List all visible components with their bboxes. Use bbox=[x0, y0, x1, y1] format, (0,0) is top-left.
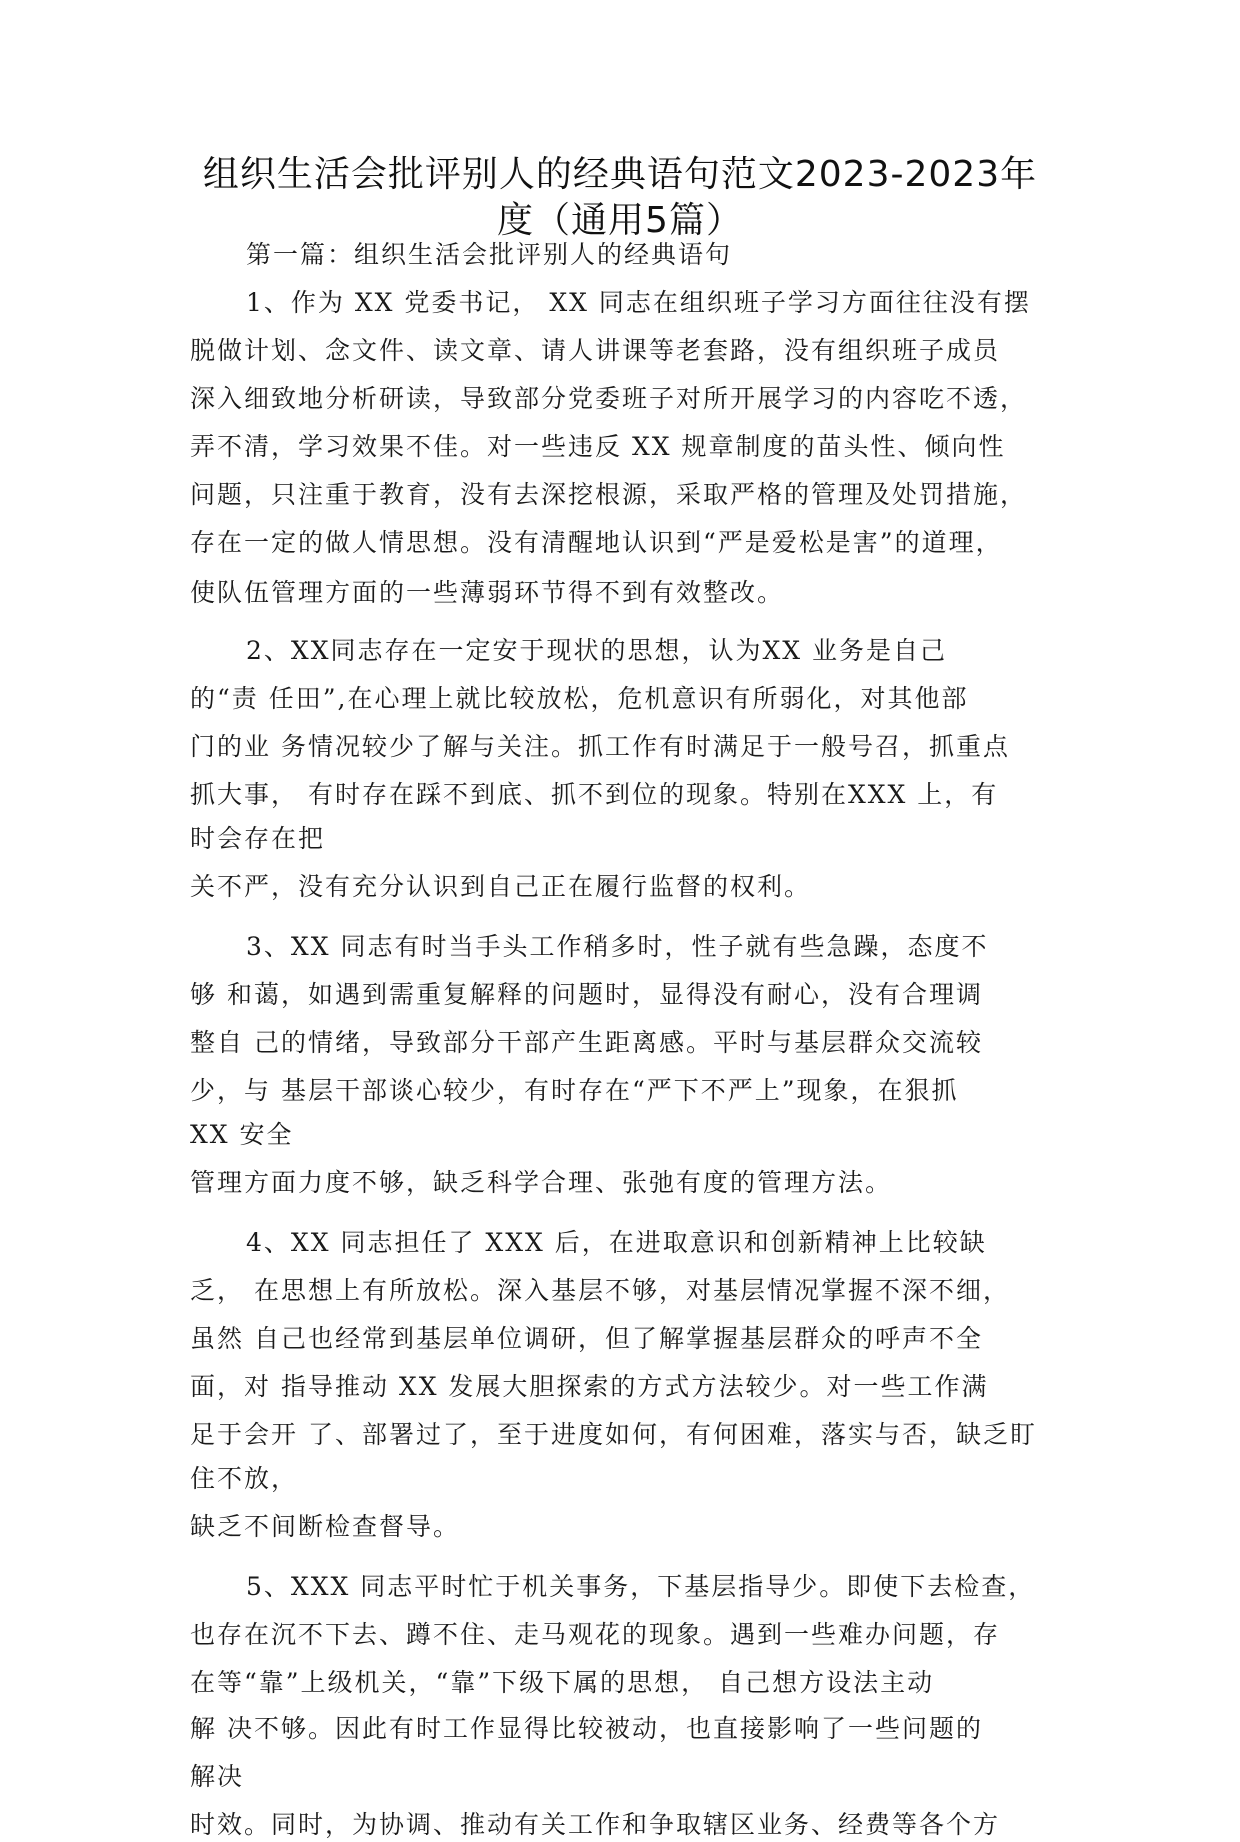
paragraph-line: 时效。同时，为协调、推动有关工作和争取辖区业务、经费等各个方 bbox=[190, 1810, 1001, 1839]
paragraph-line: 2、XX同志存在一定安于现状的思想，认为XX 业务是自己 bbox=[246, 636, 948, 665]
paragraph-line: 脱做计划、念文件、读文章、请人讲课等老套路，没有组织班子成员 bbox=[190, 336, 1001, 365]
paragraph-line: 1、作为 XX 党委书记， XX 同志在组织班子学习方面往往没有摆 bbox=[246, 288, 1031, 317]
paragraph-line: 面，对 指导推动 XX 发展大胆探索的方式方法较少。对一些工作满 bbox=[190, 1372, 989, 1401]
paragraph-line: 管理方面力度不够，缺乏科学合理、张弛有度的管理方法。 bbox=[190, 1168, 893, 1197]
paragraph-line: 在等“靠”上级机关，“靠”下级下属的思想， 自己想方设法主动 bbox=[190, 1668, 935, 1697]
title-line-1: 组织生活会批评别人的经典语句范文2023-2023年 bbox=[202, 154, 1038, 195]
paragraph-line: 弄不清，学习效果不佳。对一些违反 XX 规章制度的苗头性、倾向性 bbox=[190, 432, 1006, 461]
paragraph-line: 抓大事， 有时存在踩不到底、抓不到位的现象。特别在XXX 上，有 bbox=[190, 780, 999, 809]
paragraph-line: 问题，只注重于教育，没有去深挖根源，采取严格的管理及处罚措施， bbox=[190, 480, 1028, 509]
paragraph-line: 时会存在把 bbox=[190, 824, 326, 853]
paragraph-line: 存在一定的做人情思想。没有清醒地认识到“严是爱松是害”的道理， bbox=[190, 528, 1003, 557]
paragraph-line: 4、XX 同志担任了 XXX 后，在进取意识和创新精神上比较缺 bbox=[246, 1228, 987, 1257]
paragraph-line: 住不放， bbox=[190, 1464, 299, 1493]
paragraph-line: 足于会开 了、部署过了，至于进度如何，有何困难，落实与否，缺乏盯 bbox=[190, 1420, 1037, 1449]
paragraph-line: 的“责 任田”,在心理上就比较放松，危机意识有所弱化，对其他部 bbox=[190, 684, 969, 713]
paragraph-line: 5、XXX 同志平时忙于机关事务，下基层指导少。即使下去检查， bbox=[246, 1572, 1036, 1601]
paragraph-line: 少，与 基层干部谈心较少，有时存在“严下不严上”现象，在狠抓 bbox=[190, 1076, 959, 1105]
paragraph-line: 够 和蔼，如遇到需重复解释的问题时，显得没有耐心，没有合理调 bbox=[190, 980, 983, 1009]
paragraph-line: 解 决不够。因此有时工作显得比较被动，也直接影响了一些问题的 bbox=[190, 1714, 983, 1743]
section-heading: 第一篇：组织生活会批评别人的经典语句 bbox=[246, 240, 733, 269]
paragraph-line: 缺乏不间断检查督导。 bbox=[190, 1512, 461, 1541]
paragraph-line: 深入细致地分析研读，导致部分党委班子对所开展学习的内容吃不透， bbox=[190, 384, 1028, 413]
paragraph-line: 也存在沉不下去、蹲不住、走马观花的现象。遇到一些难办问题，存 bbox=[190, 1620, 1001, 1649]
paragraph-line: 3、XX 同志有时当手头工作稍多时，性子就有些急躁，态度不 bbox=[246, 932, 989, 961]
paragraph-line: 关不严，没有充分认识到自己正在履行监督的权利。 bbox=[190, 872, 812, 901]
paragraph-line: 乏， 在思想上有所放松。深入基层不够，对基层情况掌握不深不细， bbox=[190, 1276, 1010, 1305]
paragraph-line: 门的业 务情况较少了解与关注。抓工作有时满足于一般号召，抓重点 bbox=[190, 732, 1010, 761]
document-title bbox=[200, 152, 1040, 244]
paragraph-line: 整自 己的情绪，导致部分干部产生距离感。平时与基层群众交流较 bbox=[190, 1028, 983, 1057]
title-line-2: 度（通用5篇） bbox=[497, 200, 743, 241]
paragraph-line: 使队伍管理方面的一些薄弱环节得不到有效整改。 bbox=[190, 578, 785, 607]
paragraph-line: 虽然 自己也经常到基层单位调研，但了解掌握基层群众的呼声不全 bbox=[190, 1324, 983, 1353]
paragraph-line: 解决 bbox=[190, 1762, 245, 1791]
paragraph-line: XX 安全 bbox=[190, 1120, 294, 1149]
